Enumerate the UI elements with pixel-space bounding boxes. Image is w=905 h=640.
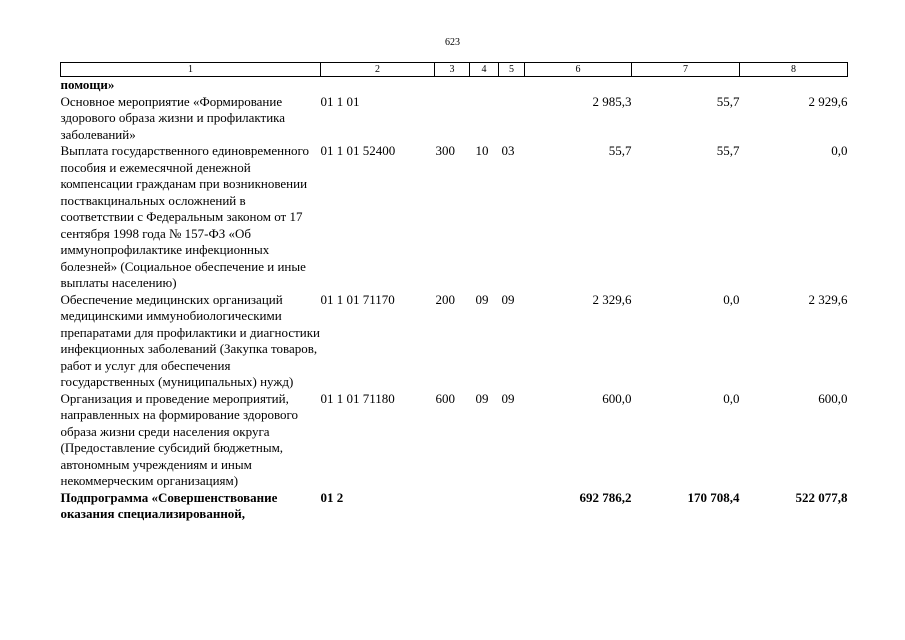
table-body xyxy=(61,77,848,523)
row-regional: 0,0 xyxy=(831,143,848,158)
row-total: 55,7 xyxy=(608,143,632,158)
row-section: 09 xyxy=(475,390,489,406)
row-subsection xyxy=(499,490,525,523)
row-section xyxy=(470,490,499,523)
table-row xyxy=(61,391,848,490)
table-row xyxy=(61,292,848,391)
row-expense-type: 200 xyxy=(435,291,455,307)
row-federal: 170 708,4 xyxy=(687,489,740,505)
row-name: Организация и проведение мероприятий, направленных на формирование здорового образа жизни среди населения округа (Предоставление субсидий бюджетным, автономным учреждениям и иным некоммерческим организациям) xyxy=(60,390,299,488)
table-row-carryover xyxy=(61,77,848,94)
row-expense-type: 600 xyxy=(435,390,455,406)
row-target-code: 01 1 01 52400 xyxy=(320,143,396,158)
table-row xyxy=(61,143,848,292)
row-federal: 55,7 xyxy=(716,143,740,158)
header-col-2: 2 xyxy=(321,63,435,77)
row-federal: 55,7 xyxy=(716,93,740,109)
row-regional: 600,0 xyxy=(818,390,848,406)
header-col-7: 7 xyxy=(632,63,740,77)
row-total: 2 985,3 xyxy=(592,93,632,109)
row-expense-type xyxy=(435,94,470,144)
header-col-1: 1 xyxy=(61,63,321,77)
row-regional: 522 077,8 xyxy=(795,489,848,505)
row-regional: 2 929,6 xyxy=(808,93,848,109)
row-subsection: 09 xyxy=(501,390,515,406)
header-col-3: 3 xyxy=(435,63,470,77)
table-row-subprogram xyxy=(61,490,848,523)
row-federal: 0,0 xyxy=(723,291,740,307)
row-subsection: 09 xyxy=(501,291,515,307)
row-subsection: 03 xyxy=(501,143,515,158)
row-name: Подпрограмма «Совершенствование оказания специализированной, xyxy=(60,489,278,521)
table-row xyxy=(61,94,848,144)
row-name: Основное мероприятие «Формирование здорового образа жизни и профилактика заболеваний» xyxy=(60,93,286,142)
row-name: Выплата государственного единовременного пособия и ежемесячной денежной компенсации гражданам при возникновении поствакцинальных осложнений в соответствии с Федеральным законом от 17 сентября 1998 года № 157-ФЗ «Об иммунопрофилактике инфекционных болезней» (Социальное обеспечение и иные выплаты населению) xyxy=(60,143,310,290)
row-expense-type xyxy=(435,490,470,523)
row-section xyxy=(470,94,499,144)
header-col-4: 4 xyxy=(470,63,499,77)
row-expense-type: 300 xyxy=(435,143,455,158)
page-number: 623 xyxy=(445,37,460,48)
header-col-8: 8 xyxy=(740,63,848,77)
row-total: 600,0 xyxy=(602,390,632,406)
row-name: Обеспечение медицинских организаций медицинскими иммунобиологическими препаратами для профилактики и диагностики инфекционных заболеваний (Закупка товаров, работ и услуг для обеспечения государственных (муниципальных) нужд) xyxy=(60,291,321,389)
row-subsection xyxy=(499,94,525,144)
table-header xyxy=(61,63,848,77)
row-total: 2 329,6 xyxy=(592,291,632,307)
row-target-code: 01 1 01 71180 xyxy=(320,390,395,406)
row-total: 692 786,2 xyxy=(579,489,632,505)
row-federal: 0,0 xyxy=(723,390,740,406)
row-section: 09 xyxy=(475,291,489,307)
row-target-code: 01 2 xyxy=(320,489,344,505)
row-regional: 2 329,6 xyxy=(808,291,848,307)
header-col-5: 5 xyxy=(499,63,525,77)
budget-table xyxy=(60,62,848,523)
row-target-code: 01 1 01 71170 xyxy=(320,291,395,307)
carryover-text: помощи» xyxy=(60,77,115,92)
row-section: 10 xyxy=(475,143,489,158)
header-col-6: 6 xyxy=(525,63,632,77)
row-target-code: 01 1 01 xyxy=(320,93,360,109)
